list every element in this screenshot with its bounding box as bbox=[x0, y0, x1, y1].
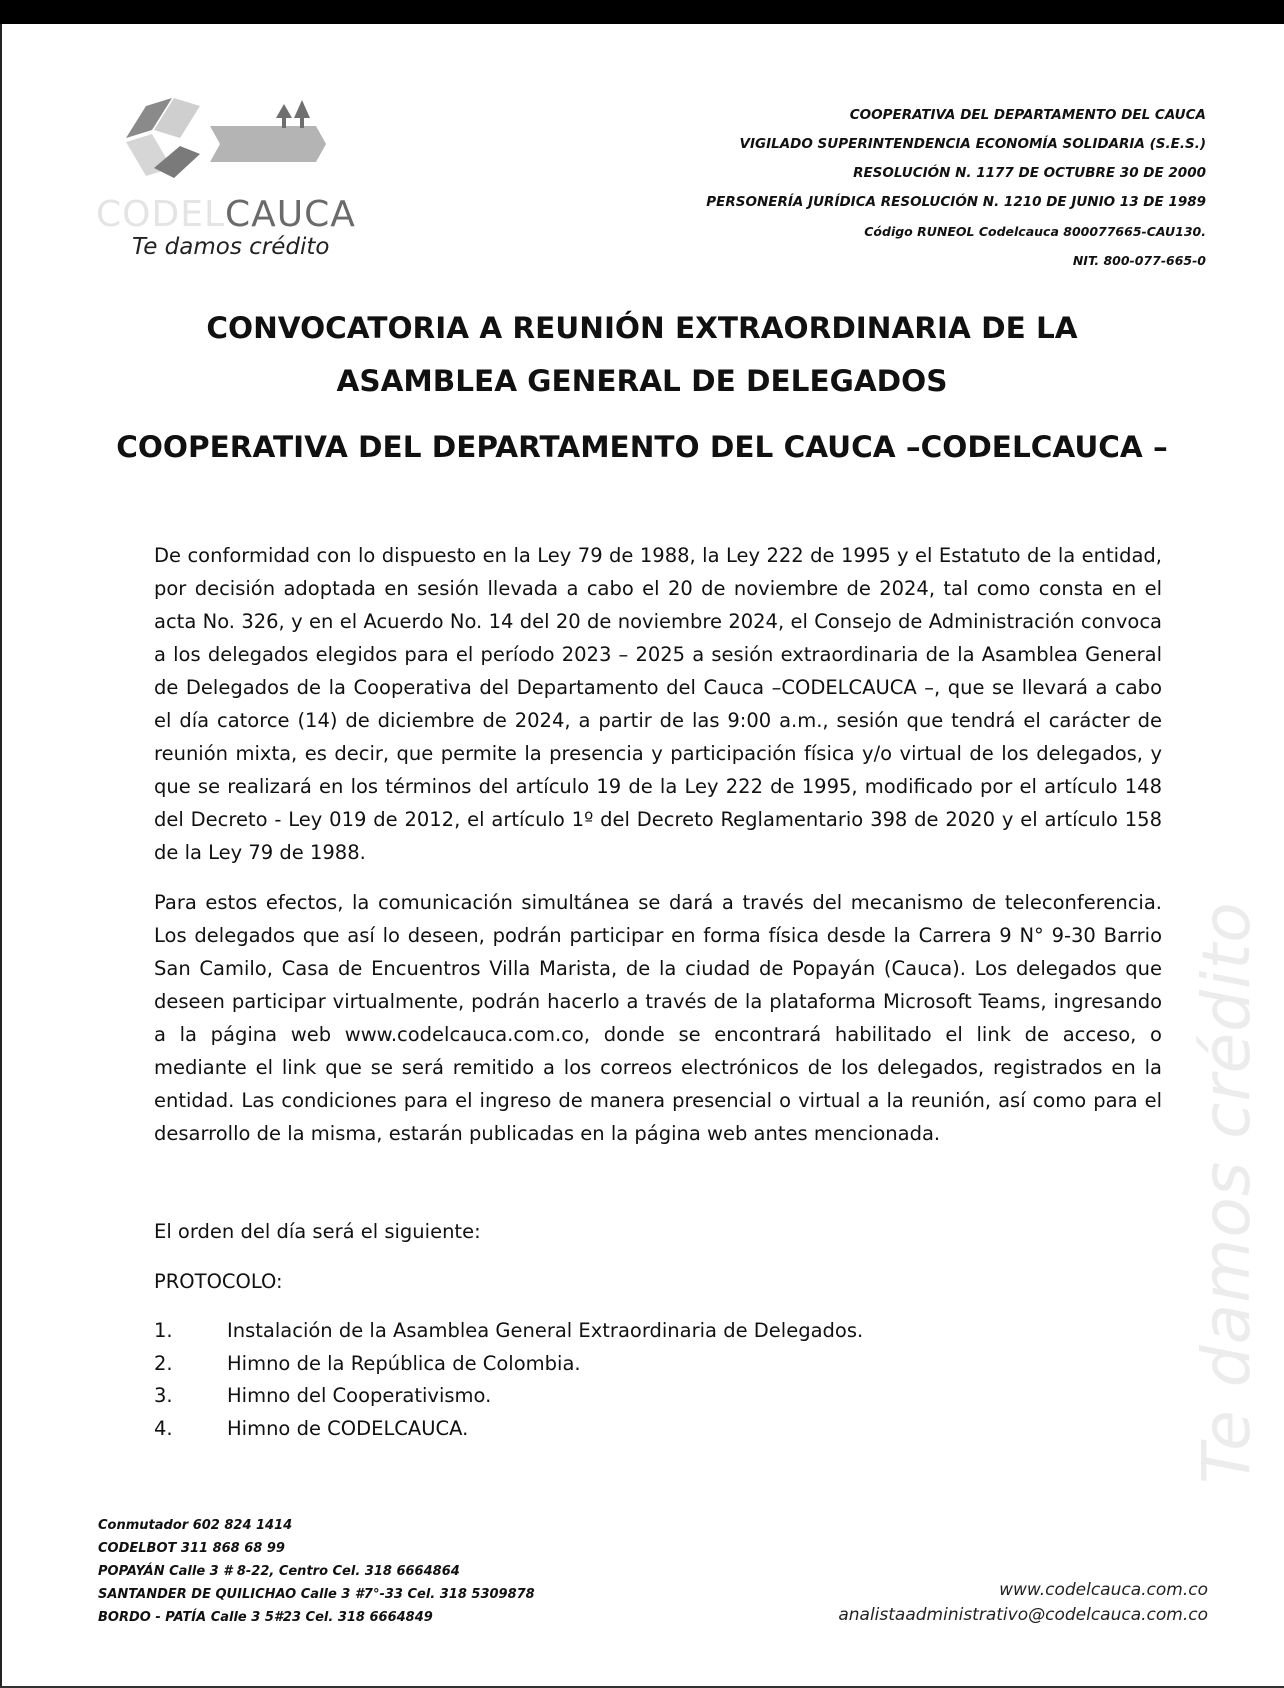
logo-wordmark bbox=[96, 194, 356, 235]
logo-tagline: Te damos crédito bbox=[132, 234, 330, 260]
header-line-resolution: RESOLUCIÓN N. 1177 DE OCTUBRE 30 DE 2000 bbox=[853, 165, 1206, 181]
codelcauca-logo bbox=[96, 96, 356, 266]
list-item-number: 4. bbox=[154, 1416, 173, 1440]
tagline-watermark: Te damos crédito bbox=[1188, 901, 1265, 1484]
logo-mark-icon bbox=[116, 96, 336, 192]
header-line-name: COOPERATIVA DEL DEPARTAMENTO DEL CAUCA bbox=[849, 107, 1206, 123]
list-item bbox=[154, 1417, 1054, 1450]
list-item bbox=[154, 1319, 1054, 1352]
list-item-text: Himno de CODELCAUCA. bbox=[227, 1416, 469, 1440]
footer-web-contacts bbox=[838, 1578, 1208, 1628]
header-line-nit: NIT. 800-077-665-0 bbox=[1072, 253, 1206, 268]
header-line-supervision: VIGILADO SUPERINTENDENCIA ECONOMÍA SOLIDARIA (S.E.S.) bbox=[739, 136, 1206, 152]
document-subtitle: COOPERATIVA DEL DEPARTAMENTO DEL CAUCA –CODELCAUCA – bbox=[116, 430, 1168, 464]
convocation-paragraph: De conformidad con lo dispuesto en la Ley 79 de 1988, la Ley 222 de 1995 y el Estatuto de la entidad, por decisión adoptada en sesión llevada a cabo el 20 de noviembre de 2024, tal como consta en el acta No. 326, y en el Acuerdo No. 14 del 20 de noviembre 2024, el Consejo de Administración convoca a los delegados elegidos para el período 2023 – 2025 a sesión extraordinaria de la Asamblea General de Delegados de la Cooperativa del Departamento del Cauca –CODELCAUCA –, que se llevará a cabo el día catorce (14) de diciembre de 2024, a partir de las 9:00 a.m., sesión que tendrá el carácter de reunión mixta, es decir, que permite la presencia y participación física y/o virtual de los delegados, y que se realizará en los términos del artículo 19 de la Ley 222 de 1995, modificado por el artículo 148 del Decreto - Ley 019 de 2012, el artículo 1º del Decreto Reglamentario 398 de 2020 y el artículo 158 de la Ley 79 de 1988. bbox=[154, 544, 1162, 864]
footer-office-santander: SANTANDER DE QUILICHAO Calle 3 #7°-33 Cel. 318 5309878 bbox=[98, 1587, 535, 1602]
list-item-text: Instalación de la Asamblea General Extraordinaria de Delegados. bbox=[227, 1319, 864, 1342]
footer-switchboard: Conmutador 602 824 1414 bbox=[98, 1518, 293, 1533]
footer-office-popayan: POPAYÁN Calle 3 # 8-22, Centro Cel. 318 6664864 bbox=[98, 1564, 460, 1579]
list-item-number: 1. bbox=[154, 1319, 173, 1342]
footer-email-link[interactable]: analistaadministrativo@codelcauca.com.co bbox=[838, 1605, 1208, 1625]
agenda-intro: El orden del día será el siguiente: bbox=[154, 1220, 481, 1243]
footer-website-link[interactable]: www.codelcauca.com.co bbox=[999, 1580, 1208, 1600]
header-line-runeol: Código RUNEOL Codelcauca 800077665-CAU130. bbox=[864, 224, 1206, 239]
list-item bbox=[154, 1384, 1054, 1417]
list-item bbox=[154, 1352, 1054, 1385]
protocol-list bbox=[154, 1319, 1054, 1449]
list-item-number: 2. bbox=[154, 1351, 173, 1375]
list-item-text: Himno del Cooperativismo. bbox=[227, 1384, 492, 1407]
footer-office-bordo: BORDO - PATÍA Calle 3 5#23 Cel. 318 6664849 bbox=[98, 1610, 433, 1625]
protocol-heading: PROTOCOLO: bbox=[154, 1270, 283, 1293]
header-info bbox=[586, 101, 1206, 275]
scan-left-edge bbox=[0, 24, 2, 1688]
scan-top-border bbox=[0, 0, 1284, 24]
document-title-line-1: CONVOCATORIA A REUNIÓN EXTRAORDINARIA DE LA bbox=[206, 311, 1078, 345]
logo-wordmark-light: CODEL bbox=[96, 194, 225, 235]
header-line-legal-status: PERSONERÍA JURÍDICA RESOLUCIÓN N. 1210 DE JUNIO 13 DE 1989 bbox=[706, 194, 1206, 210]
list-item-number: 3. bbox=[154, 1384, 173, 1407]
participation-paragraph: Para estos efectos, la comunicación simultánea se dará a través del mecanismo de teleconferencia. Los delegados que así lo deseen, podrán participar en forma física desde la Carrera 9 N° 9-30 Barrio San Camilo, Casa de Encuentros Villa Marista, de la ciudad de Popayán (Cauca). Los delegados que deseen participar virtualmente, podrán hacerlo a través de la plataforma Microsoft Teams, ingresando a la página web www.codelcauca.com.co, donde se encontrará habilitado el link de acceso, o mediante el link que se será remitido a los correos electrónicos de los delegados, registrados en la entidad. Las condiciones para el ingreso de manera presencial o virtual a la reunión, así como para el desarrollo de la misma, estarán publicadas en la página web antes mencionada. bbox=[154, 891, 1162, 1145]
footer-contacts bbox=[98, 1514, 535, 1629]
document-title-line-2: ASAMBLEA GENERAL DE DELEGADOS bbox=[336, 364, 948, 398]
footer-codelbot: CODELBOT 311 868 68 99 bbox=[98, 1541, 285, 1556]
list-item-text: Himno de la República de Colombia. bbox=[227, 1351, 581, 1375]
logo-wordmark-dark: CAUCA bbox=[225, 194, 356, 235]
